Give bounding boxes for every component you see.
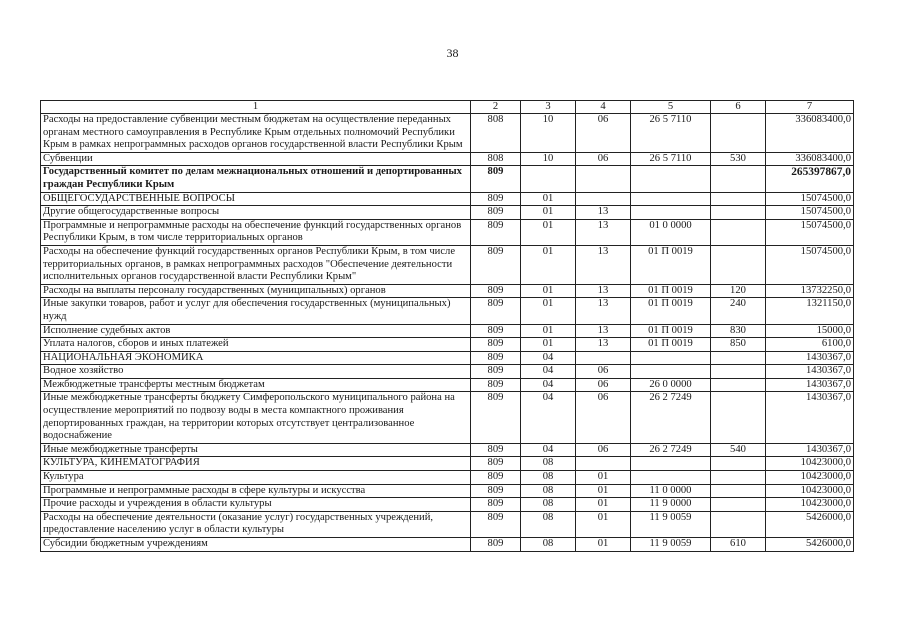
target-item-cell xyxy=(631,365,711,379)
expense-type-cell: 120 xyxy=(711,284,766,298)
ministry-code-cell: 809 xyxy=(471,443,521,457)
target-item-cell xyxy=(631,192,711,206)
amount-cell: 1321150,0 xyxy=(766,298,854,324)
amount-cell: 336083400,0 xyxy=(766,114,854,153)
table-row xyxy=(41,166,854,192)
section-code-cell: 01 xyxy=(521,284,576,298)
ministry-code-cell: 809 xyxy=(471,365,521,379)
expense-type-cell xyxy=(711,114,766,153)
amount-cell: 1430367,0 xyxy=(766,443,854,457)
amount-cell: 265397867,0 xyxy=(766,166,854,192)
target-item-cell: 01 П 0019 xyxy=(631,284,711,298)
column-header: 5 xyxy=(631,101,711,114)
column-number-row xyxy=(41,101,854,114)
expense-type-cell xyxy=(711,219,766,245)
amount-cell: 6100,0 xyxy=(766,338,854,352)
table-row xyxy=(41,219,854,245)
section-code-cell: 01 xyxy=(521,245,576,284)
amount-cell: 10423000,0 xyxy=(766,498,854,512)
ministry-code-cell: 809 xyxy=(471,166,521,192)
budget-expenditure-table xyxy=(40,100,854,552)
target-item-cell: 01 0 0000 xyxy=(631,219,711,245)
subsection-code-cell xyxy=(576,192,631,206)
table-row xyxy=(41,298,854,324)
target-item-cell: 01 П 0019 xyxy=(631,245,711,284)
expense-name-cell: Водное хозяйство xyxy=(41,365,471,379)
expense-name-cell: Расходы на обеспечение функций государственных органов Республики Крым, в том числе территориальных органов, в рамках непрограммных расходов "Обеспечение деятельности исполнительных органов государственной власти Республики Крым" xyxy=(41,245,471,284)
ministry-code-cell: 809 xyxy=(471,378,521,392)
column-header: 6 xyxy=(711,101,766,114)
amount-cell: 1430367,0 xyxy=(766,378,854,392)
expense-name-cell: Иные межбюджетные трансферты бюджету Симферопольского муниципального района на осуществление мероприятий по подвозу воды в места компактного проживания депортированных граждан, на территории которых отсутствует централизованное водоснабжение xyxy=(41,392,471,443)
subsection-code-cell: 13 xyxy=(576,245,631,284)
expense-type-cell xyxy=(711,245,766,284)
table-row xyxy=(41,471,854,485)
section-code-cell: 08 xyxy=(521,457,576,471)
ministry-code-cell: 809 xyxy=(471,245,521,284)
target-item-cell: 26 2 7249 xyxy=(631,443,711,457)
expense-name-cell: Расходы на выплаты персоналу государственных (муниципальных) органов xyxy=(41,284,471,298)
amount-cell: 15000,0 xyxy=(766,324,854,338)
section-code-cell: 04 xyxy=(521,351,576,365)
section-code-cell: 08 xyxy=(521,511,576,537)
expense-name-cell: Исполнение судебных актов xyxy=(41,324,471,338)
table-row xyxy=(41,206,854,220)
table-row xyxy=(41,114,854,153)
target-item-cell: 01 П 0019 xyxy=(631,298,711,324)
subsection-code-cell: 06 xyxy=(576,114,631,153)
subsection-code-cell xyxy=(576,351,631,365)
page-number: 38 xyxy=(446,46,459,60)
target-item-cell xyxy=(631,206,711,220)
table-row xyxy=(41,365,854,379)
expense-type-cell: 610 xyxy=(711,538,766,552)
section-code-cell: 10 xyxy=(521,114,576,153)
section-code-cell: 01 xyxy=(521,298,576,324)
table-row xyxy=(41,192,854,206)
amount-cell: 13732250,0 xyxy=(766,284,854,298)
target-item-cell: 26 5 7110 xyxy=(631,114,711,153)
ministry-code-cell: 809 xyxy=(471,511,521,537)
expense-type-cell xyxy=(711,206,766,220)
amount-cell: 1430367,0 xyxy=(766,351,854,365)
expense-type-cell xyxy=(711,511,766,537)
ministry-code-cell: 809 xyxy=(471,457,521,471)
subsection-code-cell: 06 xyxy=(576,443,631,457)
column-header: 4 xyxy=(576,101,631,114)
ministry-code-cell: 809 xyxy=(471,484,521,498)
expense-name-cell: КУЛЬТУРА, КИНЕМАТОГРАФИЯ xyxy=(41,457,471,471)
expense-type-cell xyxy=(711,457,766,471)
expense-name-cell: Уплата налогов, сборов и иных платежей xyxy=(41,338,471,352)
ministry-code-cell: 809 xyxy=(471,219,521,245)
table-row xyxy=(41,457,854,471)
subsection-code-cell xyxy=(576,166,631,192)
section-code-cell: 10 xyxy=(521,152,576,166)
section-code-cell: 04 xyxy=(521,392,576,443)
column-header: 1 xyxy=(41,101,471,114)
expense-type-cell xyxy=(711,392,766,443)
table-row xyxy=(41,484,854,498)
ministry-code-cell: 809 xyxy=(471,206,521,220)
amount-cell: 10423000,0 xyxy=(766,471,854,485)
table-row xyxy=(41,392,854,443)
section-code-cell: 08 xyxy=(521,538,576,552)
ministry-code-cell: 809 xyxy=(471,298,521,324)
target-item-cell: 01 П 0019 xyxy=(631,338,711,352)
subsection-code-cell: 06 xyxy=(576,392,631,443)
target-item-cell xyxy=(631,471,711,485)
section-code-cell: 08 xyxy=(521,484,576,498)
target-item-cell: 26 0 0000 xyxy=(631,378,711,392)
subsection-code-cell: 13 xyxy=(576,298,631,324)
amount-cell: 15074500,0 xyxy=(766,245,854,284)
target-item-cell: 01 П 0019 xyxy=(631,324,711,338)
expense-name-cell: Программные и непрограммные расходы в сфере культуры и искусства xyxy=(41,484,471,498)
subsection-code-cell: 01 xyxy=(576,471,631,485)
amount-cell: 15074500,0 xyxy=(766,192,854,206)
section-code-cell: 04 xyxy=(521,443,576,457)
expense-name-cell: Расходы на предоставление субвенции местным бюджетам на осуществление переданных органам местного самоуправления в Республике Крым отдельных полномочий Республики Крым в рамках непрограммных расходов органов государственной власти Республики Крым xyxy=(41,114,471,153)
expense-name-cell: Государственный комитет по делам межнациональных отношений и депортированных граждан Республики Крым xyxy=(41,166,471,192)
column-header: 2 xyxy=(471,101,521,114)
expense-name-cell: Прочие расходы и учреждения в области культуры xyxy=(41,498,471,512)
expense-name-cell: ОБЩЕГОСУДАРСТВЕННЫЕ ВОПРОСЫ xyxy=(41,192,471,206)
expense-type-cell xyxy=(711,498,766,512)
expense-type-cell: 830 xyxy=(711,324,766,338)
expense-type-cell xyxy=(711,166,766,192)
amount-cell: 5426000,0 xyxy=(766,511,854,537)
table-row xyxy=(41,245,854,284)
subsection-code-cell xyxy=(576,457,631,471)
subsection-code-cell: 01 xyxy=(576,538,631,552)
section-code-cell: 04 xyxy=(521,365,576,379)
target-item-cell: 11 9 0000 xyxy=(631,498,711,512)
section-code-cell: 01 xyxy=(521,192,576,206)
expense-type-cell xyxy=(711,351,766,365)
target-item-cell: 26 2 7249 xyxy=(631,392,711,443)
subsection-code-cell: 13 xyxy=(576,219,631,245)
amount-cell: 5426000,0 xyxy=(766,538,854,552)
section-code-cell: 08 xyxy=(521,498,576,512)
target-item-cell xyxy=(631,351,711,365)
expense-type-cell xyxy=(711,484,766,498)
table-row xyxy=(41,152,854,166)
section-code-cell: 01 xyxy=(521,324,576,338)
subsection-code-cell: 13 xyxy=(576,206,631,220)
ministry-code-cell: 809 xyxy=(471,538,521,552)
table-row xyxy=(41,511,854,537)
amount-cell: 15074500,0 xyxy=(766,219,854,245)
amount-cell: 15074500,0 xyxy=(766,206,854,220)
expense-name-cell: Субвенции xyxy=(41,152,471,166)
expense-type-cell xyxy=(711,471,766,485)
expense-name-cell: Программные и непрограммные расходы на обеспечение функций государственных органов Республики Крым, в том числе территориальных органов xyxy=(41,219,471,245)
ministry-code-cell: 809 xyxy=(471,351,521,365)
target-item-cell: 11 9 0059 xyxy=(631,538,711,552)
section-code-cell: 01 xyxy=(521,219,576,245)
target-item-cell xyxy=(631,166,711,192)
table-row xyxy=(41,538,854,552)
subsection-code-cell: 13 xyxy=(576,284,631,298)
section-code-cell: 04 xyxy=(521,378,576,392)
ministry-code-cell: 809 xyxy=(471,338,521,352)
subsection-code-cell: 06 xyxy=(576,152,631,166)
subsection-code-cell: 01 xyxy=(576,498,631,512)
expense-type-cell: 850 xyxy=(711,338,766,352)
expense-name-cell: Межбюджетные трансферты местным бюджетам xyxy=(41,378,471,392)
column-header: 3 xyxy=(521,101,576,114)
subsection-code-cell: 01 xyxy=(576,484,631,498)
ministry-code-cell: 808 xyxy=(471,152,521,166)
expense-type-cell xyxy=(711,365,766,379)
table-row xyxy=(41,443,854,457)
ministry-code-cell: 809 xyxy=(471,192,521,206)
expense-type-cell: 540 xyxy=(711,443,766,457)
target-item-cell: 26 5 7110 xyxy=(631,152,711,166)
amount-cell: 1430367,0 xyxy=(766,365,854,379)
table-row xyxy=(41,498,854,512)
ministry-code-cell: 809 xyxy=(471,392,521,443)
ministry-code-cell: 809 xyxy=(471,471,521,485)
target-item-cell: 11 9 0059 xyxy=(631,511,711,537)
expense-name-cell: Иные межбюджетные трансферты xyxy=(41,443,471,457)
ministry-code-cell: 808 xyxy=(471,114,521,153)
section-code-cell: 01 xyxy=(521,206,576,220)
expense-type-cell xyxy=(711,192,766,206)
ministry-code-cell: 809 xyxy=(471,324,521,338)
budget-rows xyxy=(41,114,854,552)
expense-name-cell: Иные закупки товаров, работ и услуг для обеспечения государственных (муниципальных) нужд xyxy=(41,298,471,324)
expense-name-cell: НАЦИОНАЛЬНАЯ ЭКОНОМИКА xyxy=(41,351,471,365)
target-item-cell: 11 0 0000 xyxy=(631,484,711,498)
table-row xyxy=(41,351,854,365)
section-code-cell xyxy=(521,166,576,192)
amount-cell: 10423000,0 xyxy=(766,457,854,471)
expense-type-cell: 530 xyxy=(711,152,766,166)
expense-name-cell: Субсидии бюджетным учреждениям xyxy=(41,538,471,552)
ministry-code-cell: 809 xyxy=(471,498,521,512)
ministry-code-cell: 809 xyxy=(471,284,521,298)
subsection-code-cell: 06 xyxy=(576,365,631,379)
table-row xyxy=(41,378,854,392)
expense-name-cell: Культура xyxy=(41,471,471,485)
section-code-cell: 08 xyxy=(521,471,576,485)
target-item-cell xyxy=(631,457,711,471)
expense-name-cell: Расходы на обеспечение деятельности (оказание услуг) государственных учреждений, предоставление населению услуг в области культуры xyxy=(41,511,471,537)
expense-type-cell xyxy=(711,378,766,392)
subsection-code-cell: 13 xyxy=(576,338,631,352)
amount-cell: 336083400,0 xyxy=(766,152,854,166)
table-row xyxy=(41,284,854,298)
expense-name-cell: Другие общегосударственные вопросы xyxy=(41,206,471,220)
expense-type-cell: 240 xyxy=(711,298,766,324)
amount-cell: 10423000,0 xyxy=(766,484,854,498)
amount-cell: 1430367,0 xyxy=(766,392,854,443)
table-row xyxy=(41,338,854,352)
subsection-code-cell: 01 xyxy=(576,511,631,537)
section-code-cell: 01 xyxy=(521,338,576,352)
subsection-code-cell: 06 xyxy=(576,378,631,392)
subsection-code-cell: 13 xyxy=(576,324,631,338)
column-header: 7 xyxy=(766,101,854,114)
table-row xyxy=(41,324,854,338)
